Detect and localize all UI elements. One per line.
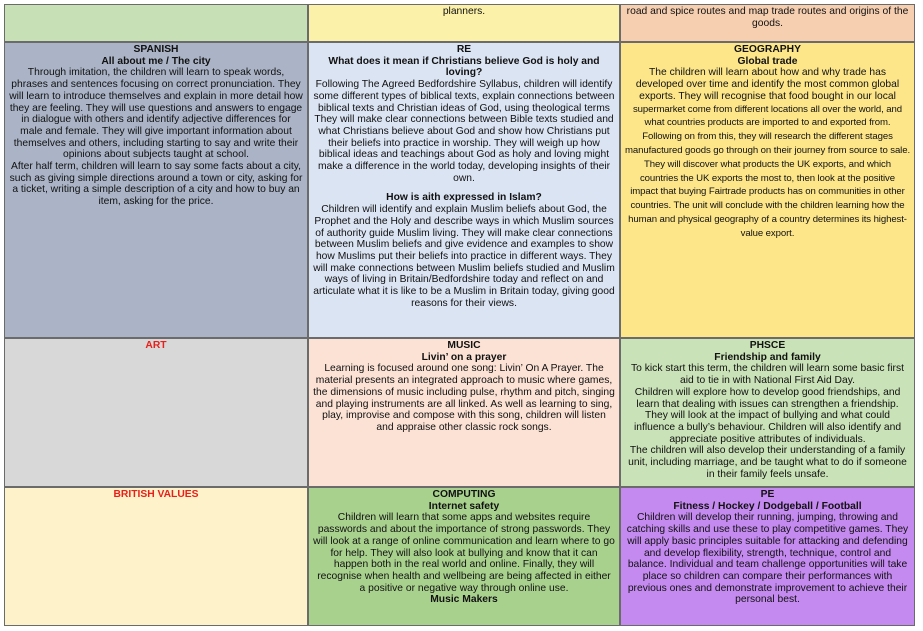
computing-paragraph-1: Children will learn that some apps and websites require passwords and about the importance of strong passwords. They will look at a range of online communication and learn where to go for help. They will also look at bullying and know that it can happen both in the real world and online. Finally, they will recognise when health and wellbeing are being affected in either a positive or negative way through online use. <box>313 512 615 594</box>
phsce-paragraph-1: To kick start this term, the children will learn some basic first aid to tie in with National First Aid Day. <box>631 363 904 387</box>
re-cell <box>308 42 620 338</box>
geography-paragraph-1: The children will learn about how and why trade has developed over time and identify the most common global exports. They will recognise that food bought in our local <box>635 67 900 102</box>
spanish-paragraph-2: After half term, children will learn to say some facts about a city, such as giving simple directions around a town or city, asking for a ticket, writing a simple description of a city and how to buy an item, asking for the price. <box>9 161 303 208</box>
music-paragraph-1: Learning is focused around one song: Livin’ On A Prayer. The material presents an integrated approach to music where games, the dimensions of music including pulse, rhythm and pitch, singing and playing instruments are all linked. As well as learning to sing, play, improvise and compose with this song, children will listen and appraise other classic rock songs. <box>313 363 615 433</box>
spanish-cell <box>4 42 308 338</box>
phsce-cell <box>620 338 915 487</box>
curriculum-table <box>4 4 915 626</box>
british-values-heading: BRITISH VALUES <box>113 489 199 500</box>
row1-right-text: road and spice routes and map trade routes and origins of the goods. <box>626 6 909 29</box>
music-heading: MUSIC <box>447 340 481 351</box>
pe-title: Fitness / Hockey / Dodgeball / Football <box>673 500 862 512</box>
re-paragraph-2: Children will identify and explain Muslim beliefs about God, the Prophet and the Holy and describe ways in which Muslim sources of authority guide Muslim living. They will make clear connections between Muslim beliefs and give evidence and examples to show how Muslims put their beliefs into practice in different ways. They will make connections between Muslim beliefs studied and Muslim ways of living in Britain/Bedfordshire today and reflect on and articulate what it is like to be a Muslim in Britain today, giving good reasons for their views. <box>313 204 615 309</box>
geography-cell <box>620 42 915 338</box>
pe-cell <box>620 487 915 626</box>
phsce-title: Friendship and family <box>714 351 821 363</box>
pe-paragraph-1: Children will develop their running, jumping, throwing and catching skills and use these to play competitive games. They will apply basic principles suitable for attacking and defending and develop flexibility, strength, technique, control and balance. Individual and team challenge opportunities will take place so children can compare their performances with previous ones and demonstrate improvement to achieve their personal best. <box>626 512 909 606</box>
british-values-cell <box>4 487 308 626</box>
row1-right-cell <box>620 4 915 42</box>
computing-title: Internet safety <box>428 500 500 512</box>
re-title-1: What does it mean if Christians believe God is holy and loving? <box>328 55 600 79</box>
art-heading: ART <box>145 340 167 351</box>
spanish-paragraph-1: Through imitation, the children will learn to speak words, phrases and sentences focusing on correct pronunciation. They will learn to introduce themselves and explain in more detail how they are feeling. They will use questions and answers to engage in dialogue with others and identify adjective differences for male and female. They will give important information about themselves and others, including starting to say and write their opinions about subjects taught at school. <box>9 67 303 161</box>
art-cell <box>4 338 308 487</box>
music-cell <box>308 338 620 487</box>
row1-middle-cell <box>308 4 620 42</box>
spanish-heading: SPANISH <box>133 44 179 55</box>
geography-title: Global trade <box>737 55 798 67</box>
computing-cell <box>308 487 620 626</box>
row1-left-cell <box>4 4 308 42</box>
phsce-paragraph-2: Children will explore how to develop good friendships, and learn that dealing with issues can strengthen a friendship. They will look at the impact of bullying and what could influence a bully’s behaviour. Children will also identify and appreciate positive attributes of individuals. <box>633 386 902 445</box>
re-title-2: How is aith expressed in Islam? <box>386 192 542 204</box>
computing-heading: COMPUTING <box>432 489 496 500</box>
geography-heading: GEOGRAPHY <box>734 44 801 55</box>
re-heading: RE <box>456 44 472 55</box>
pe-heading: PE <box>760 489 775 500</box>
music-title: Livin’ on a prayer <box>421 351 507 363</box>
geography-paragraph-2: supermarket come from different locations all over the world, and what countries products are imported to and exported from. Following on from this, they will research the different stages manufactured goods go through on their journey from source to sale. They will discover what products the UK exports, and which countries the UK exports the most to, then look at the positive impact that buying Fairtrade products has on communities in other countries. The unit will conclude with the children learning how the human and physical geography of a country determines its highest-value export. <box>625 103 911 239</box>
re-spacer <box>313 184 615 192</box>
re-paragraph-1: Following The Agreed Bedfordshire Syllabus, children will identify some different types of biblical texts, explain connections between biblical texts and Christian ideas of God, using theological terms They will make clear connections between Bible texts studied and what Christians believe about God and show how Christians put their beliefs into practice in worship. They will weigh up how biblical ideas and teachings about God as holy and loving might make a difference in the world today, developing insights of their own. <box>313 79 615 184</box>
row1-middle-text: planners. <box>442 6 486 17</box>
phsce-heading: PHSCE <box>749 340 786 351</box>
spanish-title: All about me / The city <box>101 55 211 67</box>
computing-title-2: Music Makers <box>430 594 498 606</box>
phsce-paragraph-3: The children will also develop their understanding of a family unit, including marriage, and be taught what to do if someone in their family feels unsafe. <box>628 445 907 480</box>
